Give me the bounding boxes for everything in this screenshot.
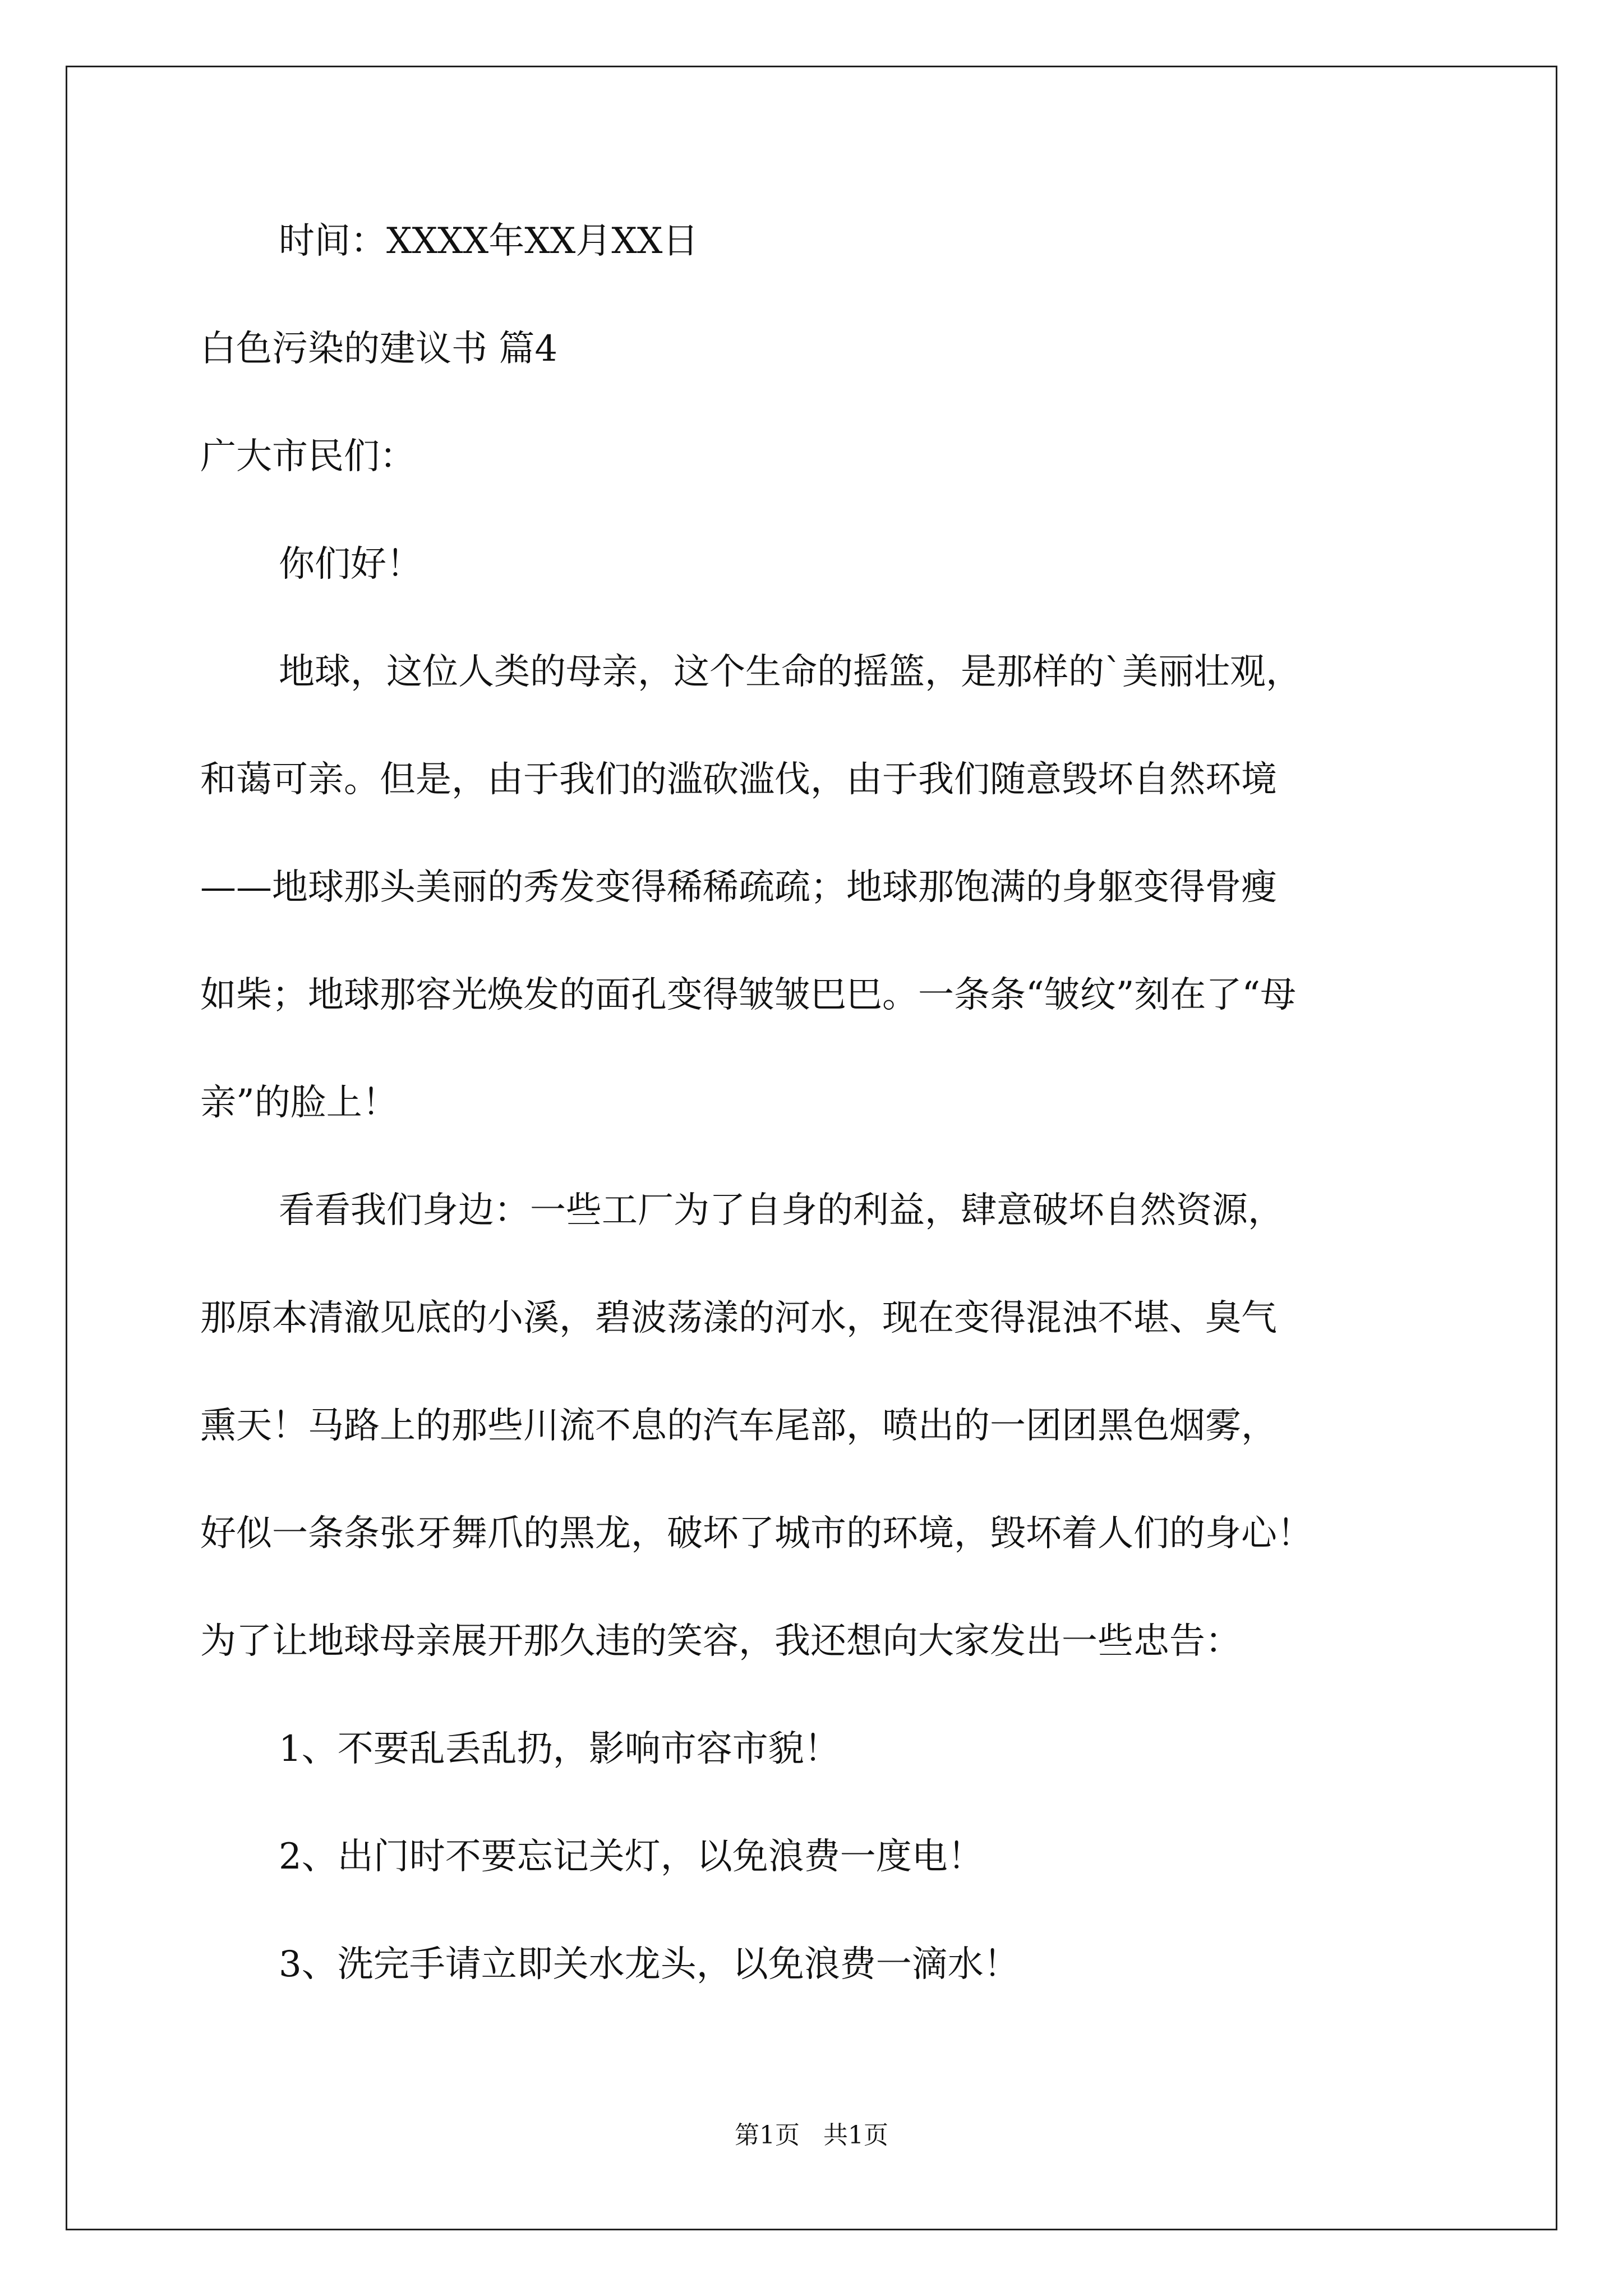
time-line: 时间：XXXX年XX月XX日 [279,220,699,262]
salutation: 广大市民们： [200,436,416,477]
paragraph-line: 亲”的脸上！ [200,1082,398,1124]
list-item: 1、不要乱丢乱扔，影响市容市貌！ [279,1728,840,1770]
paragraph-line: ——地球那头美丽的秀发变得稀稀疏疏；地球那饱满的身躯变得骨瘦 [200,867,1277,908]
paragraph-line: 为了让地球母亲展开那久违的笑容，我还想向大家发出一些忠告： [200,1621,1241,1662]
paragraph-line: 地球，这位人类的母亲，这个生命的摇篮，是那样的`美丽壮观， [279,651,1302,693]
paragraph-line: 如柴；地球那容光焕发的面孔变得皱皱巴巴。一条条“皱纹”刻在了“母 [200,974,1297,1016]
paragraph-line: 那原本清澈见底的小溪，碧波荡漾的河水，现在变得混浊不堪、臭气 [200,1297,1277,1339]
paragraph-line: 好似一条条张牙舞爪的黑龙，破坏了城市的环境，毁坏着人们的身心！ [200,1513,1313,1554]
document-heading: 白色污染的建议书 篇4 [200,328,558,370]
page-footer: 第1页 共1页 [735,2121,888,2150]
list-item: 2、出门时不要忘记关灯，以免浪费一度电！ [279,1836,984,1878]
page-border [66,66,1557,2230]
greeting: 你们好！ [279,544,422,585]
paragraph-line: 熏天！马路上的那些川流不息的汽车尾部，喷出的一团团黑色烟雾， [200,1405,1277,1447]
paragraph-line: 看看我们身边：一些工厂为了自身的利益，肆意破坏自然资源， [279,1190,1284,1231]
paragraph-line: 和蔼可亲。但是，由于我们的滥砍滥伐，由于我们随意毁坏自然环境 [200,759,1277,800]
list-item: 3、洗完手请立即关水龙头，以免浪费一滴水！ [279,1944,1020,1985]
